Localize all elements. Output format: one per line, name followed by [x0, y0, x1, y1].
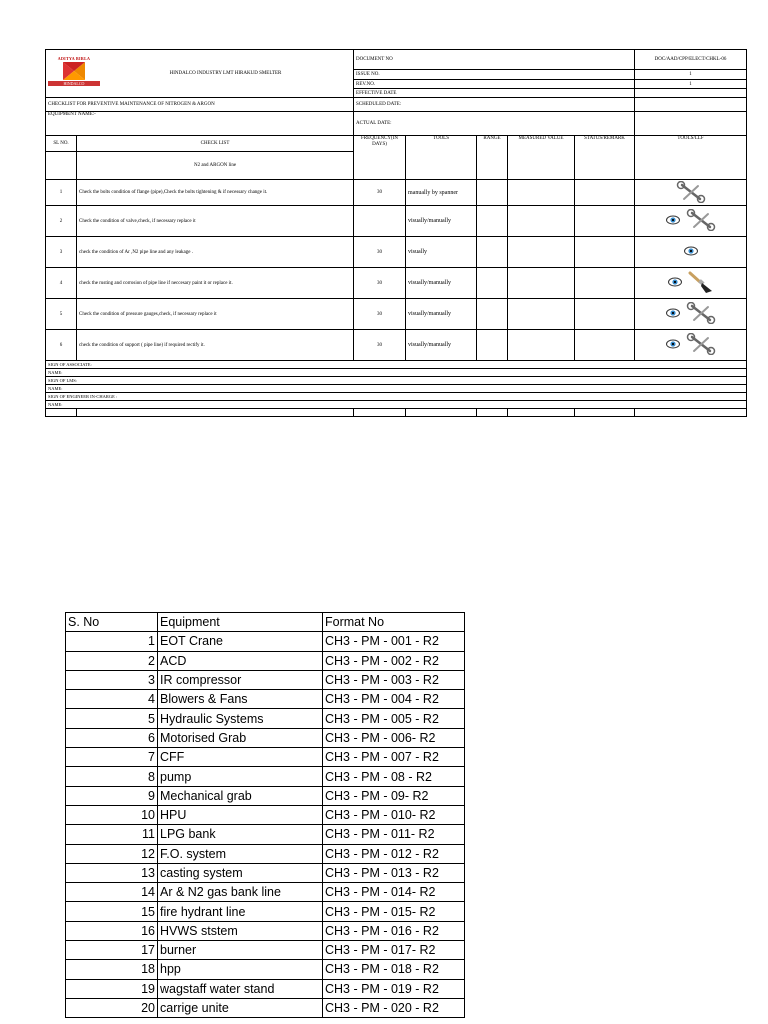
eye-icon — [666, 307, 680, 321]
equipment-sno: 6 — [66, 728, 158, 747]
rev-no-value: 1 — [635, 80, 747, 89]
equipment-format-no: CH3 - PM - 016 - R2 — [323, 921, 465, 940]
col-tools: TOOLS — [406, 136, 477, 180]
row-frequency — [354, 206, 406, 237]
equipment-name: Blowers & Fans — [158, 690, 323, 709]
row-frequency: 30 — [354, 330, 406, 361]
checklist-row — [46, 180, 747, 206]
row-tools: visually/manually — [406, 268, 477, 299]
document-no-value: DOC/AAD/CPP/ELECT/CHKL-06 — [635, 50, 747, 70]
company-logo — [48, 56, 100, 92]
logo-subtext: HINDALCO — [48, 81, 100, 86]
row-tools: visually/manually — [406, 299, 477, 330]
row-range — [477, 330, 508, 361]
company-header-cell — [46, 50, 354, 98]
equipment-name: pump — [158, 767, 323, 786]
row-check-item: Check the condition of valve,check, if necessary replace it — [77, 206, 354, 237]
blank-cell — [406, 409, 477, 417]
row-tools: visually/manually — [406, 330, 477, 361]
signature-row — [46, 377, 747, 385]
equipment-row — [66, 998, 465, 1017]
signature-row — [46, 401, 747, 409]
equipment-name: hpp — [158, 960, 323, 979]
row-status-remark — [575, 180, 635, 206]
row-check-item: Check the bolts condition of flange (pipe),Check the bolts tightening & if necessary change it. — [77, 180, 354, 206]
equipment-header-sno: S. No — [66, 613, 158, 632]
row-status-remark — [575, 206, 635, 237]
spanner-icon — [676, 181, 706, 205]
checklist-row — [46, 330, 747, 361]
equipment-format-no: CH3 - PM - 007 - R2 — [323, 748, 465, 767]
equipment-format-no: CH3 - PM - 006- R2 — [323, 728, 465, 747]
equipment-name: Hydraulic Systems — [158, 709, 323, 728]
equipment-row — [66, 786, 465, 805]
row-range — [477, 299, 508, 330]
effective-date-value — [635, 89, 747, 98]
logo-mark-icon — [63, 62, 85, 80]
row-tools-llf — [635, 206, 747, 237]
actual-date-value — [635, 112, 747, 136]
blank-row — [46, 409, 747, 417]
row-sl-no: 5 — [46, 299, 77, 330]
checklist-row — [46, 237, 747, 268]
equipment-sno: 20 — [66, 998, 158, 1017]
equipment-header-equipment: Equipment — [158, 613, 323, 632]
equipment-sno: 14 — [66, 883, 158, 902]
equipment-name-label: EQUIPMENT NAME:- — [46, 112, 354, 136]
equipment-name: Mechanical grab — [158, 786, 323, 805]
equipment-format-no: CH3 - PM - 018 - R2 — [323, 960, 465, 979]
row-frequency: 30 — [354, 268, 406, 299]
equipment-format-no: CH3 - PM - 005 - R2 — [323, 709, 465, 728]
equipment-name: casting system — [158, 863, 323, 882]
equipment-name: ACD — [158, 651, 323, 670]
tools-icon-group — [637, 333, 744, 357]
tools-icon-group — [637, 245, 744, 259]
equipment-row — [66, 690, 465, 709]
equipment-sno: 5 — [66, 709, 158, 728]
row-measured-value — [508, 180, 575, 206]
section-spacer — [46, 152, 77, 180]
equipment-header-format: Format No — [323, 613, 465, 632]
equipment-row — [66, 709, 465, 728]
row-tools: visually — [406, 237, 477, 268]
row-tools: manually by spanner — [406, 180, 477, 206]
equipment-name: Ar & N2 gas bank line — [158, 883, 323, 902]
signature-row — [46, 369, 747, 377]
equipment-row — [66, 651, 465, 670]
signature-row — [46, 385, 747, 393]
spanner-icon — [686, 333, 716, 357]
tools-icon-group — [637, 209, 744, 233]
equipment-row — [66, 979, 465, 998]
row-range — [477, 268, 508, 299]
equipment-format-table — [65, 612, 465, 1018]
header-row-title — [46, 98, 747, 112]
row-status-remark — [575, 268, 635, 299]
row-frequency: 30 — [354, 237, 406, 268]
equipment-row — [66, 883, 465, 902]
col-status-remark: STATUS/REMARK — [575, 136, 635, 180]
row-frequency: 30 — [354, 180, 406, 206]
equipment-sno: 12 — [66, 844, 158, 863]
signature-label: NAME: — [46, 385, 747, 393]
row-check-item: Check the condition of pressure gauges,check, if necessary replace it — [77, 299, 354, 330]
tools-icon-group — [637, 302, 744, 326]
blank-cell — [46, 409, 77, 417]
equipment-name: HPU — [158, 805, 323, 824]
tools-icon-group — [637, 271, 744, 295]
section-title: N2 and ARGON line — [77, 152, 354, 180]
equipment-format-no: CH3 - PM - 011- R2 — [323, 825, 465, 844]
row-measured-value — [508, 206, 575, 237]
row-status-remark — [575, 330, 635, 361]
row-measured-value — [508, 299, 575, 330]
row-sl-no: 2 — [46, 206, 77, 237]
equipment-name: EOT Crane — [158, 632, 323, 651]
equipment-format-no: CH3 - PM - 002 - R2 — [323, 651, 465, 670]
eye-icon — [666, 214, 680, 228]
row-sl-no: 3 — [46, 237, 77, 268]
eye-icon — [668, 276, 682, 290]
scheduled-date-label: SCHEDULED DATE: — [354, 98, 635, 112]
equipment-name: fire hydrant line — [158, 902, 323, 921]
equipment-format-no: CH3 - PM - 019 - R2 — [323, 979, 465, 998]
equipment-sno: 15 — [66, 902, 158, 921]
equipment-sno: 7 — [66, 748, 158, 767]
logo-text: ADITYA BIRLA — [57, 55, 91, 61]
signature-label: SIGN OF LMS: — [46, 377, 747, 385]
row-range — [477, 237, 508, 268]
row-frequency: 30 — [354, 299, 406, 330]
equipment-row — [66, 767, 465, 786]
row-tools-llf — [635, 237, 747, 268]
equipment-format-no: CH3 - PM - 09- R2 — [323, 786, 465, 805]
equipment-name: Motorised Grab — [158, 728, 323, 747]
equipment-format-no: CH3 - PM - 004 - R2 — [323, 690, 465, 709]
equipment-sno: 11 — [66, 825, 158, 844]
equipment-body — [66, 613, 465, 1018]
equipment-format-no: CH3 - PM - 013 - R2 — [323, 863, 465, 882]
col-sl-no: SL NO. — [46, 136, 77, 152]
checklist-table — [45, 49, 747, 417]
equipment-sno: 3 — [66, 670, 158, 689]
blank-cell — [508, 409, 575, 417]
effective-date-label: EFFECTIVE DATE — [354, 89, 635, 98]
header-row-document — [46, 50, 747, 70]
equipment-row — [66, 728, 465, 747]
row-tools-llf — [635, 180, 747, 206]
row-tools-llf — [635, 330, 747, 361]
equipment-format-no: CH3 - PM - 010- R2 — [323, 805, 465, 824]
equipment-row — [66, 921, 465, 940]
signature-row — [46, 393, 747, 401]
row-measured-value — [508, 268, 575, 299]
equipment-sno: 13 — [66, 863, 158, 882]
issue-no-value: 1 — [635, 70, 747, 80]
row-range — [477, 206, 508, 237]
equipment-sno: 4 — [66, 690, 158, 709]
equipment-name: HVWS ststem — [158, 921, 323, 940]
equipment-sno: 2 — [66, 651, 158, 670]
equipment-sno: 8 — [66, 767, 158, 786]
equipment-name: burner — [158, 941, 323, 960]
blank-cell — [635, 409, 747, 417]
equipment-row — [66, 825, 465, 844]
col-tools-llf: TOOLS/LLF — [635, 136, 747, 180]
equipment-format-no: CH3 - PM - 017- R2 — [323, 941, 465, 960]
actual-date-label: ACTUAL DATE: — [354, 112, 635, 136]
equipment-row — [66, 902, 465, 921]
blank-cell — [575, 409, 635, 417]
col-check-list: CHECK LIST — [77, 136, 354, 152]
spanner-icon — [686, 302, 716, 326]
tools-icon-group — [637, 181, 744, 205]
equipment-row — [66, 960, 465, 979]
equipment-format-no: CH3 - PM - 014- R2 — [323, 883, 465, 902]
equipment-row — [66, 844, 465, 863]
row-check-item: check the condition of Ar ,N2 pipe line and any leakage . — [77, 237, 354, 268]
equipment-name: CFF — [158, 748, 323, 767]
row-status-remark — [575, 237, 635, 268]
scheduled-date-value — [635, 98, 747, 112]
row-tools-llf — [635, 299, 747, 330]
equipment-row — [66, 670, 465, 689]
row-check-item: check the rusting and corrosion of pipe line if neccesary paint it or replace it. — [77, 268, 354, 299]
equipment-row — [66, 748, 465, 767]
eye-icon — [684, 245, 698, 259]
equipment-name: IR compressor — [158, 670, 323, 689]
col-range: RANGE — [477, 136, 508, 180]
blank-cell — [77, 409, 354, 417]
row-measured-value — [508, 237, 575, 268]
row-measured-value — [508, 330, 575, 361]
checklist-row — [46, 268, 747, 299]
equipment-format-no: CH3 - PM - 08 - R2 — [323, 767, 465, 786]
equipment-sno: 16 — [66, 921, 158, 940]
equipment-header-row — [66, 613, 465, 632]
col-measured-value: MEASURED VALUE — [508, 136, 575, 180]
equipment-sno: 10 — [66, 805, 158, 824]
document-no-label: DOCUMENT NO — [354, 50, 635, 70]
equipment-sno: 9 — [66, 786, 158, 805]
equipment-sno: 17 — [66, 941, 158, 960]
equipment-sno: 19 — [66, 979, 158, 998]
signature-label: SIGN OF ASSOCIATE: — [46, 361, 747, 369]
signature-label: NAME: — [46, 401, 747, 409]
blank-cell — [477, 409, 508, 417]
signature-label: SIGN OF ENGINEER IN-CHARGE : — [46, 393, 747, 401]
equipment-sno: 1 — [66, 632, 158, 651]
company-title: HINDALCO INDUSTRY LMT HIRAKUD SMELTER — [169, 71, 282, 76]
issue-no-label: ISSUE NO. — [354, 70, 635, 80]
equipment-name: wagstaff water stand — [158, 979, 323, 998]
row-tools-llf — [635, 268, 747, 299]
equipment-format-no: CH3 - PM - 015- R2 — [323, 902, 465, 921]
row-sl-no: 1 — [46, 180, 77, 206]
paint-brush-icon — [688, 271, 714, 295]
blank-cell — [354, 409, 406, 417]
checklist-body — [46, 50, 747, 417]
spanner-icon — [686, 209, 716, 233]
header-row-equipment — [46, 112, 747, 136]
row-range — [477, 180, 508, 206]
equipment-name: LPG bank — [158, 825, 323, 844]
equipment-row — [66, 941, 465, 960]
equipment-row — [66, 805, 465, 824]
equipment-row — [66, 632, 465, 651]
equipment-row — [66, 863, 465, 882]
signature-label: NAME: — [46, 369, 747, 377]
row-sl-no: 4 — [46, 268, 77, 299]
checklist-row — [46, 206, 747, 237]
column-header-row — [46, 136, 747, 152]
checklist-title: CHECKLIST FOR PREVENTIVE MAINTENANCE OF NITROGEN & ARGON — [46, 98, 354, 112]
equipment-name: carrige unite — [158, 998, 323, 1017]
row-status-remark — [575, 299, 635, 330]
rev-no-label: REV.NO. — [354, 80, 635, 89]
equipment-format-no: CH3 - PM - 012 - R2 — [323, 844, 465, 863]
equipment-name: F.O. system — [158, 844, 323, 863]
row-check-item: check the condition of support ( pipe line) if required rectify it. — [77, 330, 354, 361]
row-tools: visually/manually — [406, 206, 477, 237]
equipment-format-no: CH3 - PM - 003 - R2 — [323, 670, 465, 689]
eye-icon — [666, 338, 680, 352]
signature-row — [46, 361, 747, 369]
checklist-row — [46, 299, 747, 330]
col-frequency: FREQUENCY(IN DAYS) — [354, 136, 406, 180]
row-sl-no: 6 — [46, 330, 77, 361]
equipment-format-no: CH3 - PM - 020 - R2 — [323, 998, 465, 1017]
equipment-sno: 18 — [66, 960, 158, 979]
equipment-format-no: CH3 - PM - 001 - R2 — [323, 632, 465, 651]
